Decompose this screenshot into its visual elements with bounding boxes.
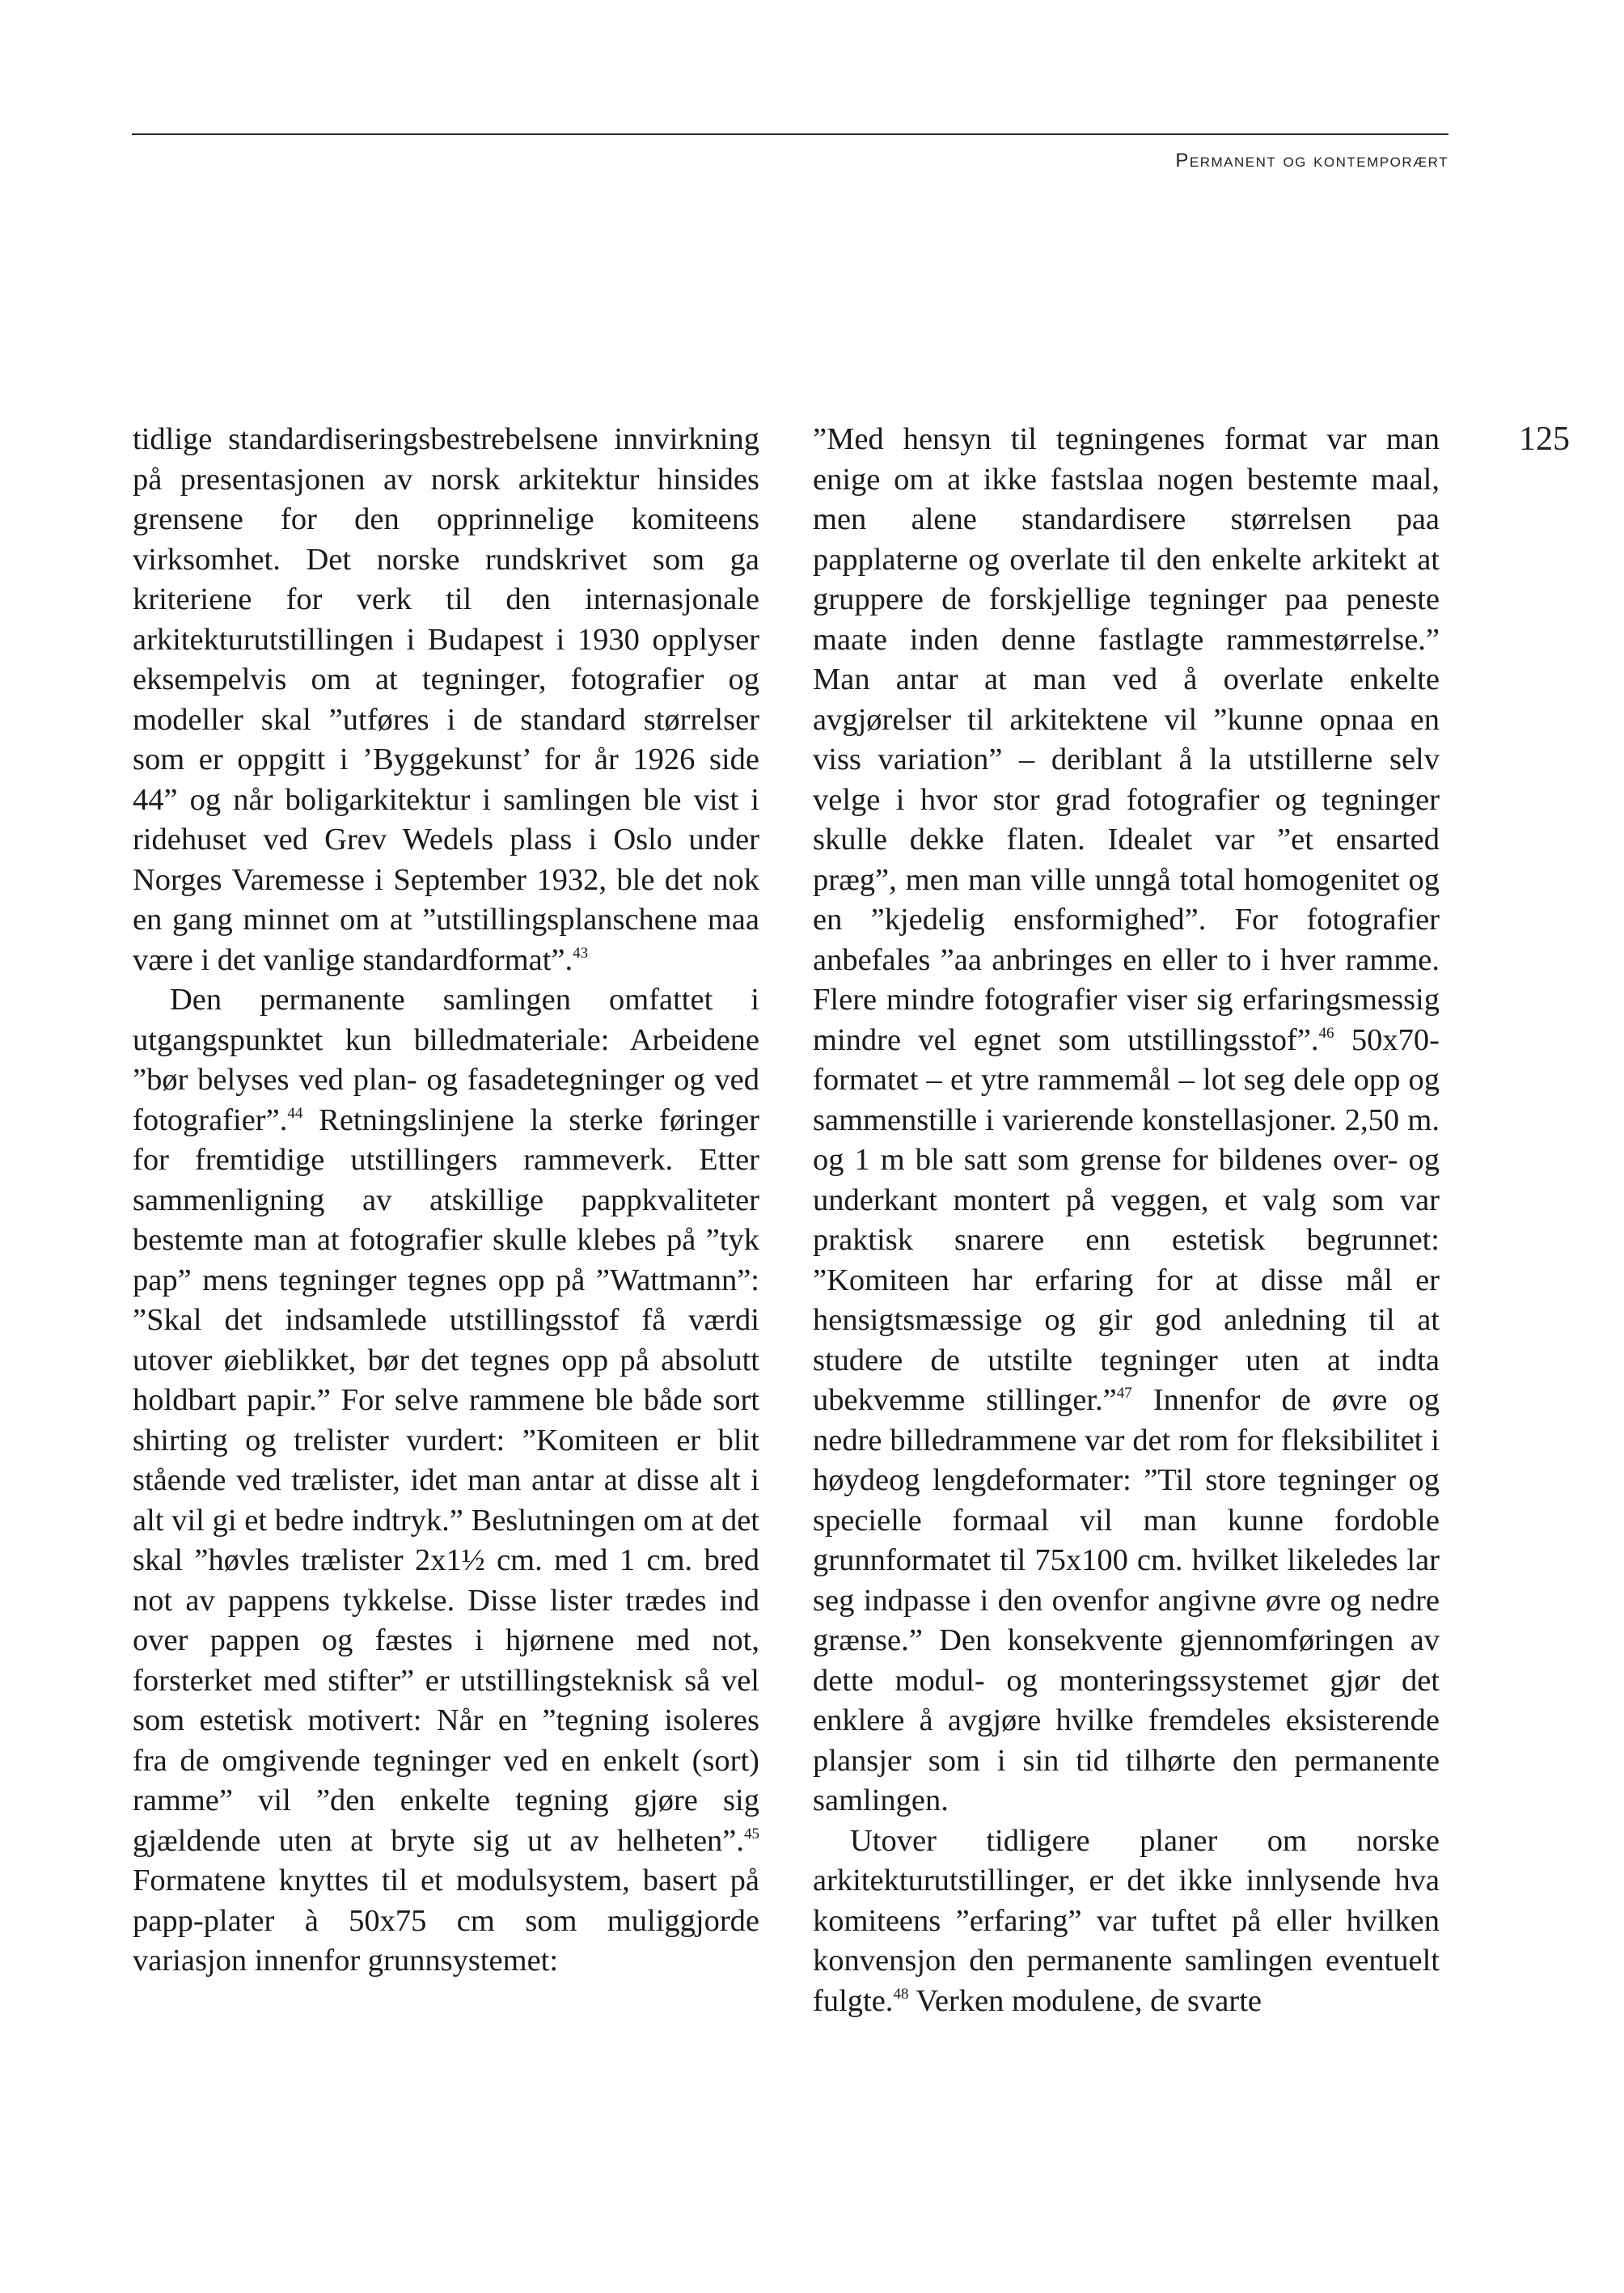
paragraph-text: 50x70-formatet – et ytre rammemål – lot seg dele opp og sammenstille i varierende konstellasjoner. 2,50 m. og 1 m ble satt som grense for bildenes over- og underkant montert på veggen, et valg som var praktisk snarere enn estetisk begrunnet: ”Komiteen har erfaring for at disse mål er hensigtsmæssige og gir god anledning til at studere de utstilte tegninger uten at indta ubekvemme stillinger.” bbox=[813, 1022, 1440, 1417]
paragraph-text: Innenfor de øvre og nedre billedrammene var det rom for fleksibilitet i høydeog lengdeformater: ”Til store tegninger og specielle formaal vil man kunne fordoble grunnformatet til 75x100 cm. hvilket likeledes lar seg indpasse i den ovenfor angivne øvre og nedre grænse.” Den konsekvente gjennomføringen av dette modul- og monteringssystemet gjør det enklere å avgjøre hvilke fremdeles eksisterende plansjer som i sin tid tilhørte den permanente samlingen. bbox=[813, 1383, 1440, 1817]
paragraph-text: ”Med hensyn til tegningenes format var man enige om at ikke fastslaa nogen bestemte maal, men alene standardisere størrelsen paa papplaterne og overlate til den enkelte arkitekt at gruppere de forskjellige tegninger paa peneste maate inden denne fastlagte rammestørrelse.” Man antar at man ved å overlate enkelte avgjørelser til arkitektene vil ”kunne opnaa en viss variation” – deriblant å la utstillerne selv velge i hvor stor grad fotografier og tegninger skulle dekke flaten. Idealet var ”et ensarted præg”, men man ville unngå total homogenitet og en ”kjedelig ensformighed”. For fotografier anbefales ”aa anbringes en eller to i hver ramme. Flere mindre fotografier viser sig erfaringsmessig mindre vel egnet som utstillingsstof”. bbox=[813, 422, 1440, 1057]
header-rule bbox=[132, 133, 1448, 135]
footnote-ref: 47 bbox=[1116, 1385, 1132, 1402]
footnote-ref: 48 bbox=[893, 1985, 909, 2003]
paragraph-text: Den permanente samlingen omfattet i utgangspunktet kun billedmateriale: Arbeidene ”bør belyses ved plan- og fasadetegninger og ved fotografier”. bbox=[133, 983, 759, 1137]
running-head: Permanent og kontemporært bbox=[1175, 150, 1448, 171]
page-number: 125 bbox=[1519, 421, 1570, 458]
paragraph-text: Utover tidligere planer om norske arkitekturutstillinger, er det ikke innlysende hva komiteens ”erfaring” var tuftet på eller hvilken konvensjon den permanente samlingen eventuelt fulgte. bbox=[813, 1823, 1440, 2018]
footnote-ref: 45 bbox=[744, 1825, 759, 1842]
right-column bbox=[813, 420, 1440, 2021]
paragraph bbox=[813, 1821, 1440, 2022]
paragraph bbox=[813, 420, 1440, 1821]
left-column bbox=[133, 420, 759, 1982]
paragraph-text: tidlige standardiseringsbestrebelsene innvirkning på presentasjonen av norsk arkitektur hinsides grensene for den opprinnelige komiteens virksomhet. Det norske rundskrivet som ga kriteriene for verk til den internasjonale arkitekturutstillingen i Budapest i 1930 opplyser eksempelvis om at tegninger, fotografier og modeller skal ”utføres i de standard størrelser som er oppgitt i ’Byggekunst’ for år 1926 side 44” og når boligarkitektur i samlingen ble vist i ridehuset ved Grev Wedels plass i Oslo under Norges Varemesse i September 1932, ble det nok en gang minnet om at ”utstillingsplanschene maa være i det vanlige standardformat”. bbox=[133, 422, 759, 977]
footnote-ref: 44 bbox=[287, 1104, 303, 1122]
footnote-ref: 43 bbox=[573, 944, 589, 962]
paragraph bbox=[133, 980, 759, 1982]
paragraph-text: Formatene knyttes til et modulsystem, basert på papp-plater à 50x75 cm som muliggjorde variasjon innenfor grunnsystemet: bbox=[133, 1864, 759, 1978]
footnote-ref: 46 bbox=[1318, 1024, 1334, 1042]
paragraph-text: Retningslinjene la sterke føringer for fremtidige utstillingers rammeverk. Etter sammenligning av atskillige pappkvaliteter bestemte man at fotografier skulle klebes på ”tyk pap” mens tegninger tegnes opp på ”Wattmann”: ”Skal det indsamlede utstillingsstof få værdi utover øieblikket, bør det tegnes opp på absolutt holdbart papir.” For selve rammene ble både sort shirting og trelister vurdert: ”Komiteen er blit stående ved trælister, idet man antar at disse alt i alt vil gi et bedre indtryk.” Beslutningen om at det skal ”høvles trælister 2x1½ cm. med 1 cm. bred not av pappens tykkelse. Disse lister trædes ind over pappen og fæstes i hjørnene med not, forsterket med stifter” er utstillingsteknisk så vel som estetisk motivert: Når en ”tegning isoleres fra de omgivende tegninger ved en enkelt (sort) ramme” vil ”den enkelte tegning gjøre sig gjældende uten at bryte sig ut av helheten”. bbox=[133, 1102, 759, 1858]
paragraph bbox=[133, 420, 759, 980]
paragraph-text: Verken modulene, de svarte bbox=[908, 1983, 1262, 2018]
